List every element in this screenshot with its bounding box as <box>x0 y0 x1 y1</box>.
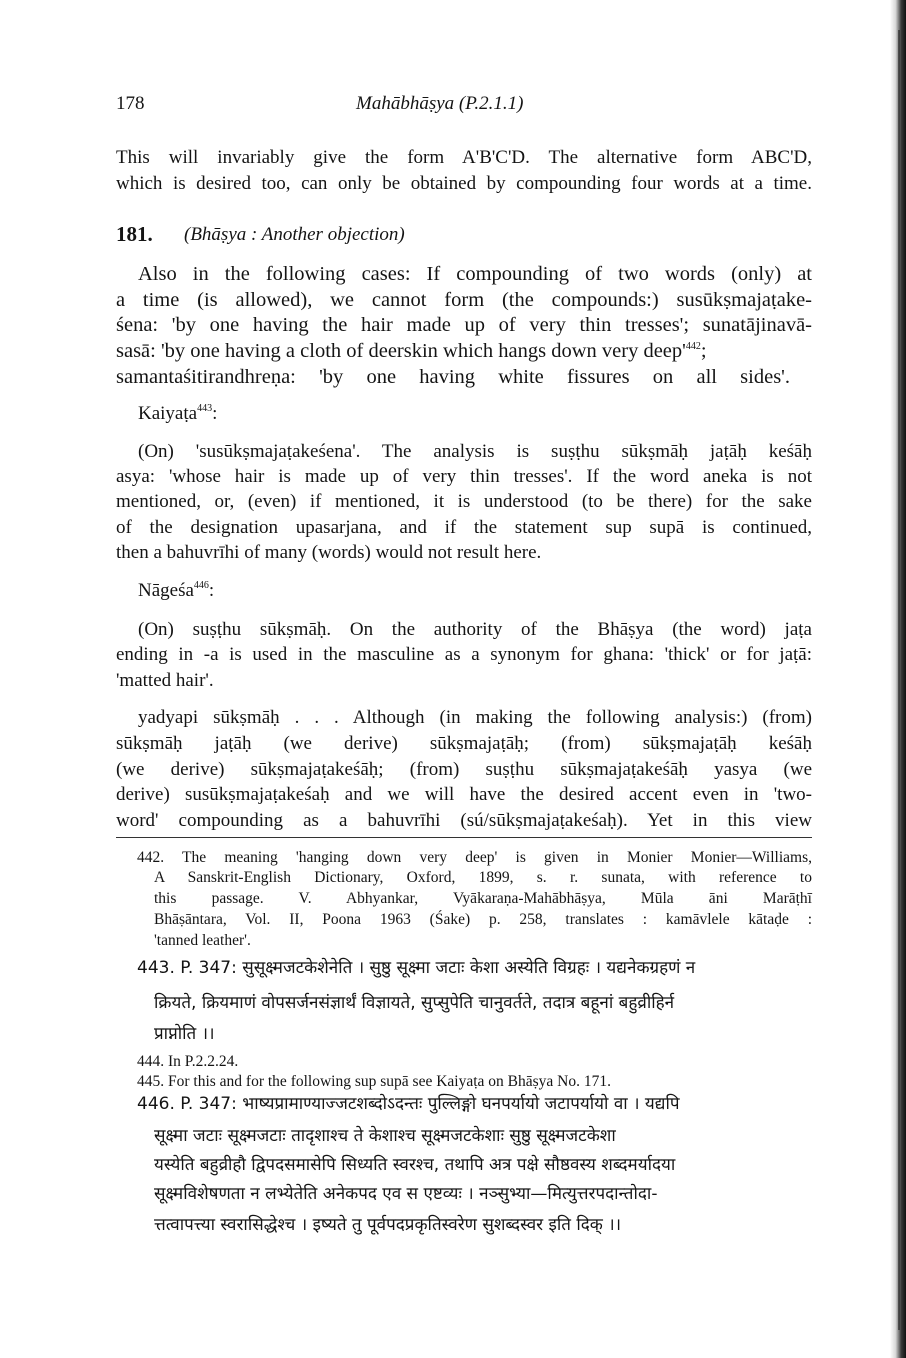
footnote-ref-443: 443 <box>197 403 213 414</box>
intro-line-1: This will invariably give the form A'B'C'D. The alternative form ABC'D, <box>116 147 812 168</box>
kaiyata-line-3: mentioned, or, (even) if mentioned, it is understood (to be there) for the sake <box>116 491 812 512</box>
fn442-line-4: Bhāṣāntara, Vol. II, Poona 1963 (Śake) p. 258, translates : kamāvlele kātaḍe : <box>154 911 812 928</box>
intro-line-2: which is desired too, can only be obtained by compounding four words at a time. <box>116 173 812 194</box>
yadyapi-line-3: (we derive) sūkṣmajaṭakeśāḥ; (from) suṣṭhu sūkṣmajaṭakeśāḥ yasya (we <box>116 759 812 780</box>
nagesa-heading-text: Nāgeśa <box>138 580 194 601</box>
yadyapi-line-1: yadyapi sūkṣmāḥ . . . Although (in making the following analysis:) (from) <box>138 707 812 728</box>
fn443-line-3: प्राप्नोति ।। <box>154 1024 215 1044</box>
fn446-line-1: 446. P. 347: भाष्यप्रामाण्याज्जटशब्दोऽदन्तः पुल्लिङ्गो घनपर्यायो जटापर्यायो वा । यद्यपि <box>137 1094 680 1114</box>
bhasya-line-5: samantaśitirandhreṇa: 'by one having white fissures on all sides'. <box>116 366 790 388</box>
bhasya-line-1: Also in the following cases: If compounding of two words (only) at <box>138 263 812 285</box>
scan-edge <box>890 0 906 1358</box>
yadyapi-line-5: word' compounding as a bahuvrīhi (sú/sūkṣmajaṭakeśaḥ). Yet in this view <box>116 810 812 831</box>
page-number: 178 <box>116 93 145 114</box>
nagesa-line-2: ending in -a is used in the masculine as a synonym for ghana: 'thick' or for jaṭā: <box>116 644 812 665</box>
bhasya-line-2: a time (is allowed), we cannot form (the compounds:) susūkṣmajaṭake- <box>116 289 812 311</box>
fn442-line-2: A Sanskrit-English Dictionary, Oxford, 1899, s. r. sunata, with reference to <box>154 869 812 886</box>
nagesa-heading: Nāgeśa$^{446}$: <box>138 580 215 601</box>
fn446-line-5: त्तत्वापत्त्या स्वरासिद्धेश्च । इष्यते तु पूर्वपदप्रकृतिस्वरेण सुशब्दस्वर इति दिक् ।। <box>154 1215 622 1235</box>
bhasya-line-3: śena: 'by one having the hair made up of very thin tresses'; sunatājinavā- <box>116 314 812 336</box>
running-title: Mahābhāṣya (P.2.1.1) <box>356 93 524 114</box>
kaiyata-line-1: (On) 'susūkṣmajaṭakeśena'. The analysis is suṣṭhu sūkṣmāḥ jaṭāḥ keśāḥ <box>138 441 812 462</box>
kaiyata-line-4: of the designation upasarjana, and if the statement sup supā is continued, <box>116 517 812 538</box>
fn442-line-1: 442. The meaning 'hanging down very deep' is given in Monier Monier—Williams, <box>137 849 812 866</box>
section-title: (Bhāṣya : Another objection) <box>184 224 405 245</box>
kaiyata-line-5: then a bahuvrīhi of many (words) would not result here. <box>116 542 542 563</box>
footnote-divider <box>116 837 812 838</box>
fn443-line-1: 443. P. 347: सुसूक्ष्मजटकेशेनेति । सुष्ठु सूक्ष्मा जटाः केशा अस्येति विग्रहः । यद्यनेकग्रहणं न <box>137 958 696 978</box>
bhasya-line-4: sasā: 'by one having a cloth of deerskin which hangs down very $deep'^{442}$; <box>116 340 707 362</box>
yadyapi-line-4: derive) susūkṣmajaṭakeśaḥ and we will have the desired accent even in 'two- <box>116 784 812 805</box>
fn446-line-4: सूक्ष्मविशेषणता न लभ्येतेति अनेकपद एव स एष्टव्यः । नञ्सुभ्या—मित्युत्तरपदान्तोदा- <box>154 1184 658 1204</box>
fn442-line-3: this passage. V. Abhyankar, Vyākaraṇa-Mahābhāṣya, Mūla āni Marāṭhī <box>154 890 812 907</box>
footnote-ref-446: 446 <box>193 580 209 591</box>
section-number: 181. <box>116 222 153 246</box>
fn443-line-2: क्रियते, क्रियमाणं वोपसर्जनसंज्ञार्थं विज्ञायते, सुप्सुपेति चानुवर्तते, तदात्र बहूनां बहुव्रीहिर्न <box>154 993 675 1013</box>
nagesa-line-3: 'matted hair'. <box>116 670 214 691</box>
kaiyata-heading-text: Kaiyaṭa <box>138 403 198 424</box>
footnote-ref-442: 442 <box>685 341 701 352</box>
yadyapi-line-2: sūkṣmāḥ jaṭāḥ (we derive) sūkṣmajaṭāḥ; (from) sūkṣmajaṭāḥ keśāḥ <box>116 733 812 754</box>
fn442-line-5: 'tanned leather'. <box>154 932 251 949</box>
fn446-line-3: यस्येति बहुव्रीहौ द्विपदसमासेपि सिध्यति स्वरश्च, तथापि अत्र पक्षे सौष्ठवस्य शब्दमर्यादया <box>154 1155 676 1175</box>
bhasya-line-4-text: sasā: 'by one having a cloth of deerskin which hangs down very deep' <box>116 340 686 362</box>
fn445: 445. For this and for the following sup supā see Kaiyaṭa on Bhāṣya No. 171. <box>137 1073 611 1090</box>
kaiyata-line-2: asya: 'whose hair is made up of very thin tresses'. If the word aneka is not <box>116 466 812 487</box>
fn446-line-2: सूक्ष्मा जटाः सूक्ष्मजटाः तादृशाश्च ते केशाश्च सूक्ष्मजटकेशाः सुष्ठु सूक्ष्मजटकेशा <box>154 1126 616 1146</box>
nagesa-line-1: (On) suṣṭhu sūkṣmāḥ. On the authority of the Bhāṣya (the word) jaṭa <box>138 619 812 640</box>
kaiyata-heading: Kaiyaṭa$^{443}$: <box>138 403 218 424</box>
fn444: 444. In P.2.2.24. <box>137 1053 239 1070</box>
